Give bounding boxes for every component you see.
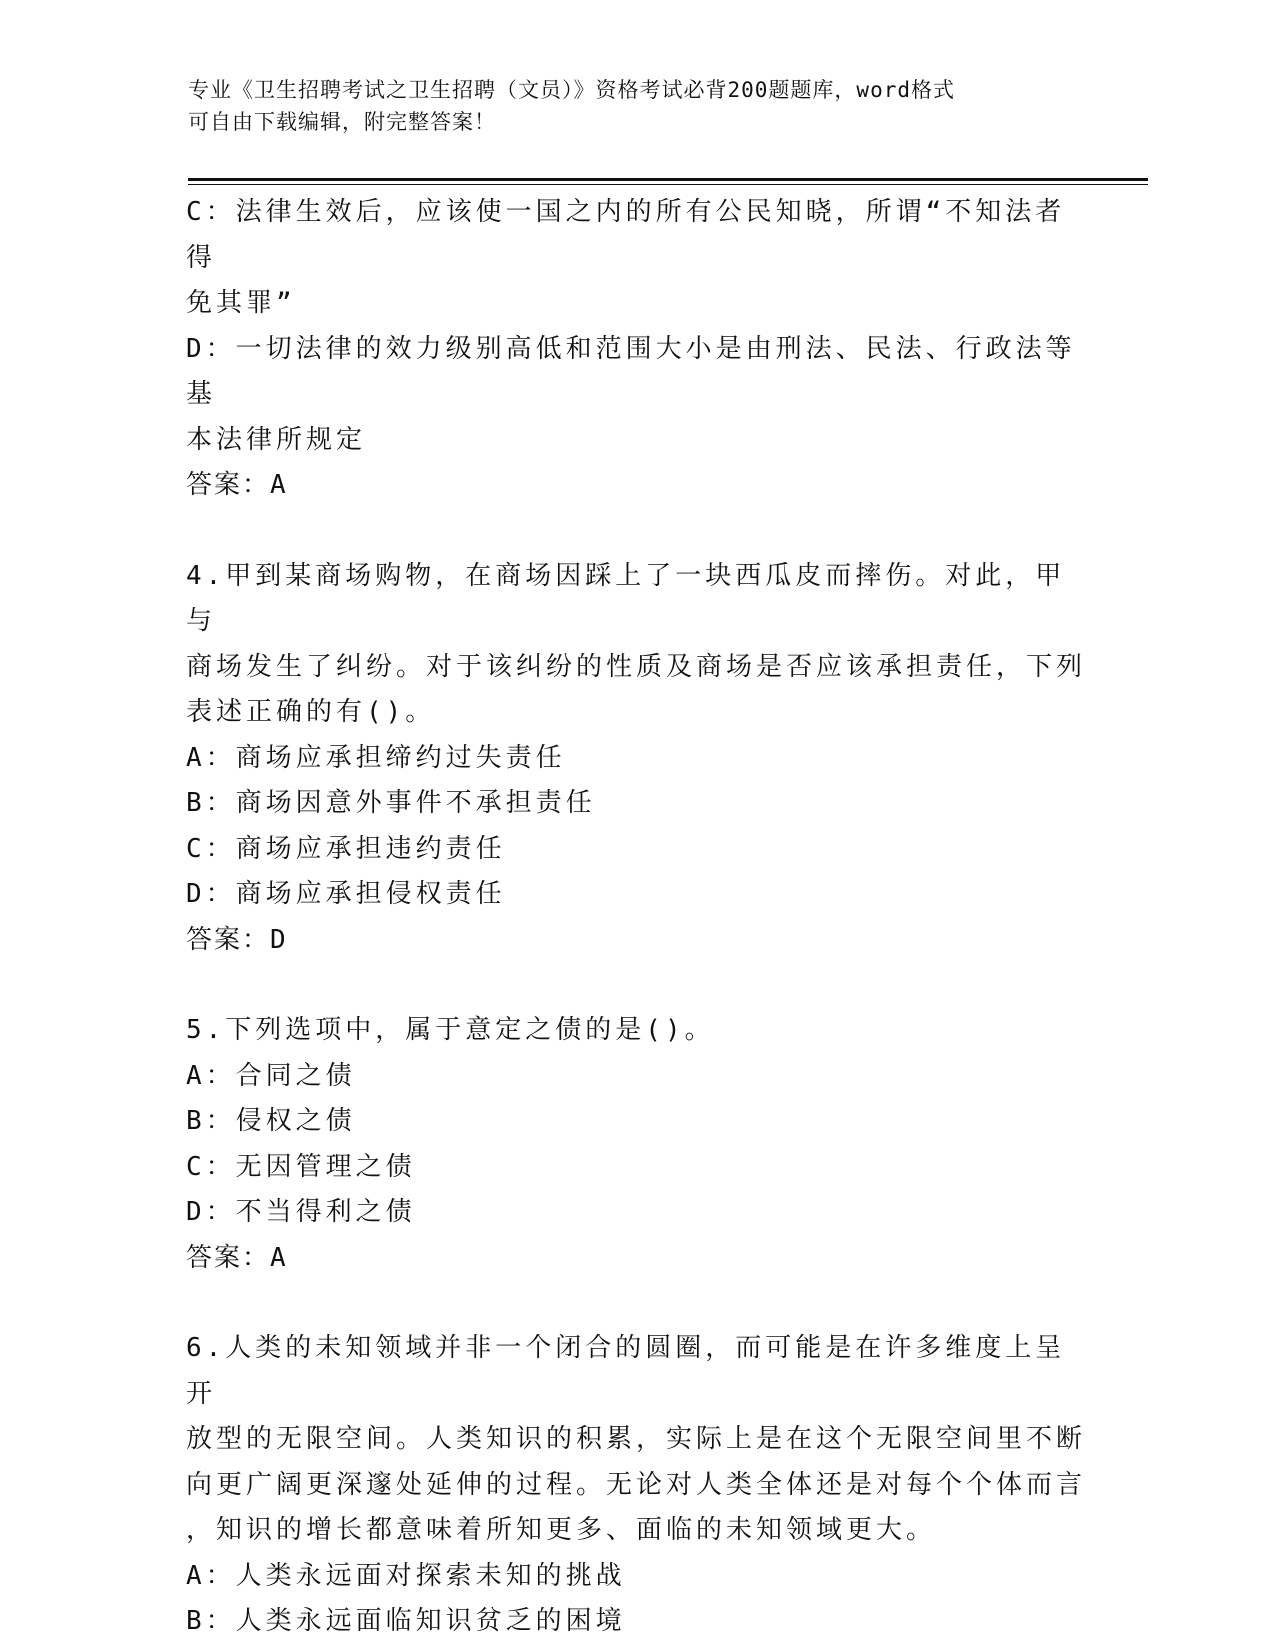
- question-4-stem-line-2: 商场发生了纠纷。对于该纠纷的性质及商场是否应该承担责任，下列: [186, 651, 1087, 682]
- question-6-stem-line-3: 向更广阔更深邃处延伸的过程。无论对人类全体还是对每个个体而言: [186, 1469, 1087, 1500]
- option-c-line-2: 免其罪”: [186, 288, 296, 318]
- question-5-stem-line-1: 5.下列选项中，属于意定之债的是()。: [186, 1015, 715, 1045]
- question-5-block: [186, 1008, 1086, 1281]
- answer-text: 答案：A: [186, 470, 288, 500]
- header-rule-thick: [188, 178, 1148, 181]
- question-6-block: [186, 1326, 1086, 1645]
- spacer: [186, 1281, 1086, 1326]
- spacer: [186, 963, 1086, 1008]
- header-title-line-1: 专业《卫生招聘考试之卫生招聘（文员）》资格考试必背200题题库，word格式: [188, 78, 955, 102]
- question-6-stem-line-2: 放型的无限空间。人类知识的积累，实际上是在这个无限空间里不断: [186, 1424, 1087, 1454]
- question-5-answer: 答案：A: [186, 1242, 288, 1273]
- header-rule-thin: [188, 184, 1148, 185]
- prev-question-block: [186, 190, 1086, 509]
- question-5-option-a: A：合同之债: [186, 1060, 356, 1091]
- question-4-stem-line-3: 表述正确的有()。: [186, 697, 436, 727]
- question-5-option-d: D：不当得利之债: [186, 1197, 416, 1227]
- question-6-option-a: A：人类永远面对探索未知的挑战: [186, 1560, 626, 1591]
- question-4-option-b: B：商场因意外事件不承担责任: [186, 788, 596, 818]
- question-4-option-d: D：商场应承担侵权责任: [186, 879, 506, 909]
- question-6-stem-line-4: ，知识的增长都意味着所知更多、面临的未知领域更大。: [186, 1515, 937, 1545]
- question-6-option-b: B：人类永远面临知识贫乏的困境: [186, 1606, 626, 1636]
- question-4-answer: 答案：D: [186, 924, 288, 955]
- question-5-option-b: B：侵权之债: [186, 1106, 356, 1136]
- spacer: [186, 509, 1086, 554]
- question-5-option-c: C：无因管理之债: [186, 1151, 416, 1182]
- question-4-option-c: C：商场应承担违约责任: [186, 833, 506, 864]
- page-header: [188, 74, 1068, 138]
- option-c-line-1: C：法律生效后，应该使一国之内的所有公民知晓，所谓“不知法者得: [186, 197, 1066, 273]
- option-d-line-2: 本法律所规定: [186, 424, 367, 455]
- question-4-block: [186, 554, 1086, 964]
- question-6-stem-line-1: 6.人类的未知领域并非一个闭合的圆圈，而可能是在许多维度上呈开: [186, 1333, 1066, 1409]
- question-4-option-a: A：商场应承担缔约过失责任: [186, 742, 566, 773]
- question-4-stem-line-1: 4.甲到某商场购物，在商场因踩上了一块西瓜皮而摔伤。对此，甲与: [186, 560, 1066, 636]
- header-title-line-2: 可自由下载编辑，附完整答案！: [188, 110, 496, 134]
- option-d-line-1: D：一切法律的效力级别高低和范围大小是由刑法、民法、行政法等基: [186, 333, 1076, 409]
- question-content: [186, 190, 1086, 1645]
